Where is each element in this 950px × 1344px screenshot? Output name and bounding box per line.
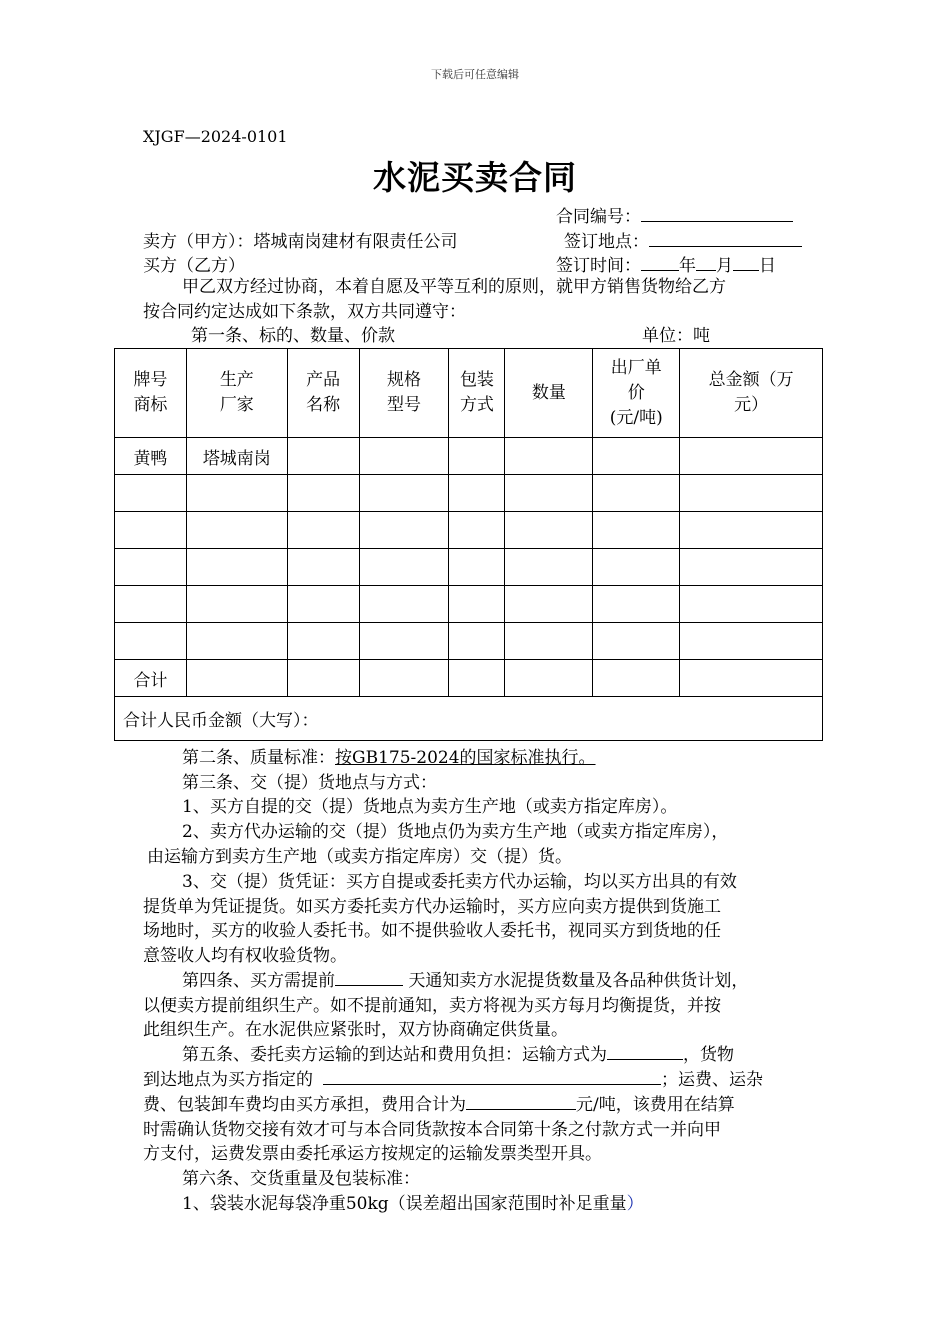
table-cell[interactable]	[115, 549, 187, 586]
article-3-item-3-line-2: 提货单为凭证提货。如买方委托卖方代办运输时，买方应向卖方提供到货施工	[143, 897, 721, 917]
table-cell[interactable]	[359, 475, 449, 512]
seller-line: 卖方（甲方）：塔城南岗建材有限责任公司	[143, 232, 458, 252]
table-cell[interactable]	[359, 549, 449, 586]
article-6-item-1-end: ）	[626, 1194, 644, 1214]
cell-brand[interactable]: 黄鸭	[115, 438, 187, 475]
transport-mode-blank[interactable]	[607, 1043, 683, 1060]
table-cell[interactable]	[186, 660, 287, 697]
article-2-prefix: 第二条、质量标准：	[182, 748, 335, 768]
header-product-name: 产品 名称	[287, 349, 359, 438]
article-5-prefix: 第五条、委托卖方运输的到达站和费用负担：运输方式为	[182, 1045, 607, 1065]
table-cell[interactable]	[505, 586, 593, 623]
article-6-heading: 第六条、交货重量及包装标准：	[182, 1169, 420, 1189]
article-5-line-4: 时需确认货物交接有效才可与本合同货款按本合同第十条之付款方式一并向甲	[143, 1120, 721, 1140]
table-row	[115, 586, 823, 623]
article-5-line-3	[143, 1093, 735, 1118]
sign-place-label: 签订地点：	[564, 232, 649, 252]
table-cell[interactable]	[186, 586, 287, 623]
table-cell[interactable]	[593, 623, 680, 660]
table-cell[interactable]	[593, 660, 680, 697]
table-header-row	[115, 349, 823, 438]
article-5-line-2-prefix: 到达地点为买方指定的	[143, 1070, 313, 1090]
header-spec-model: 规格 型号	[359, 349, 449, 438]
article-5-line-1-suffix: ，货物	[683, 1045, 734, 1065]
contract-code: XJGF—2024-0101	[143, 127, 288, 146]
table-cell[interactable]	[359, 623, 449, 660]
table-cell[interactable]	[680, 512, 823, 549]
table-cell[interactable]	[449, 623, 505, 660]
article-3-item-3-line-3: 场地时，买方的收验人委托书。如不提供验收人委托书，视同买方到货地的任	[143, 921, 721, 941]
buyer-line: 买方（乙方）	[143, 256, 245, 276]
header-total-amount: 总金额（万 元）	[680, 349, 823, 438]
table-cell[interactable]	[115, 512, 187, 549]
header-manufacturer: 生产 厂家	[186, 349, 287, 438]
article-5-line-5: 方支付，运费发票由委托承运方按规定的运输发票类型开具。	[143, 1144, 602, 1164]
total-label: 合计	[115, 660, 187, 697]
cell-manufacturer[interactable]: 塔城南岗	[186, 438, 287, 475]
article-2-standard: 按GB175-2024的国家标准执行。	[335, 748, 596, 768]
sign-time-label: 签订时间：	[556, 256, 641, 276]
article-3-item-3-line-4: 意签收人均有权收验货物。	[143, 946, 347, 966]
header-quantity: 数量	[505, 349, 593, 438]
table-cell[interactable]	[287, 512, 359, 549]
rmb-total-row	[115, 697, 823, 741]
table-row	[115, 549, 823, 586]
table-cell[interactable]	[505, 475, 593, 512]
table-total-row	[115, 660, 823, 697]
cell-product-name[interactable]	[287, 438, 359, 475]
article-3-item-3-line-1: 3、交（提）货凭证：买方自提或委托卖方代办运输，均以买方出具的有效	[182, 872, 737, 892]
table-cell[interactable]	[505, 512, 593, 549]
destination-blank[interactable]	[323, 1068, 661, 1085]
month-label: 月	[716, 256, 733, 276]
header-packaging: 包装 方式	[449, 349, 505, 438]
contract-no-blank	[641, 205, 793, 222]
table-cell[interactable]	[186, 623, 287, 660]
table-cell[interactable]	[359, 512, 449, 549]
article-5-line-2-suffix: ；运费、运杂	[661, 1070, 763, 1090]
table-cell[interactable]	[115, 475, 187, 512]
day-label: 日	[759, 256, 776, 276]
table-cell[interactable]	[359, 586, 449, 623]
article-5-line-1	[182, 1043, 734, 1068]
page-title: 水泥买卖合同	[373, 158, 577, 197]
table-cell[interactable]	[359, 660, 449, 697]
article-5-line-2	[143, 1068, 763, 1093]
table-cell[interactable]	[449, 512, 505, 549]
table-row	[115, 438, 823, 475]
article-3-item-2-line-1: 2、卖方代办运输的交（提）货地点仍为卖方生产地（或卖方指定库房），	[182, 822, 729, 842]
cell-spec-model[interactable]	[359, 438, 449, 475]
table-cell[interactable]	[680, 549, 823, 586]
table-cell[interactable]	[287, 586, 359, 623]
article-1-heading: 第一条、标的、数量、价款	[191, 326, 395, 346]
cell-packaging[interactable]	[449, 438, 505, 475]
table-cell[interactable]	[287, 660, 359, 697]
notice-days-blank[interactable]	[335, 969, 403, 986]
watermark-text: 下载后可任意编辑	[431, 68, 519, 81]
table-cell[interactable]	[505, 549, 593, 586]
article-3-item-2-line-2: 由运输方到卖方生产地（或卖方指定库房）交（提）货。	[147, 847, 572, 867]
article-4-suffix: 天通知卖方水泥提货数量及各品种供货计划，	[403, 971, 749, 991]
article-4-prefix: 第四条、买方需提前	[182, 971, 335, 991]
article-6-item-1-text: 1、袋装水泥每袋净重50kg（误差超出国家范围时补足重量	[182, 1194, 627, 1214]
table-cell[interactable]	[186, 549, 287, 586]
intro-line-2: 按合同约定达成如下条款，双方共同遵守：	[143, 302, 466, 322]
table-cell[interactable]	[680, 475, 823, 512]
article-4-line-2: 以便卖方提前组织生产。如不提前通知，卖方将视为买方每月均衡提货，并按	[143, 996, 721, 1016]
rmb-total-label[interactable]: 合计人民币金额（大写）：	[115, 697, 823, 741]
table-cell[interactable]	[115, 586, 187, 623]
contract-no-row	[556, 202, 793, 227]
cell-unit-price[interactable]	[593, 438, 680, 475]
table-cell[interactable]	[593, 549, 680, 586]
table-cell[interactable]	[449, 475, 505, 512]
table-cell[interactable]	[287, 623, 359, 660]
goods-table	[114, 348, 823, 741]
table-cell[interactable]	[186, 512, 287, 549]
article-5-line-3-suffix: 元/吨，该费用在结算	[576, 1095, 735, 1115]
table-cell[interactable]	[680, 586, 823, 623]
table-cell[interactable]	[593, 475, 680, 512]
table-cell[interactable]	[593, 586, 680, 623]
article-3-heading: 第三条、交（提）货地点与方式：	[182, 773, 437, 793]
year-blank	[641, 254, 679, 271]
table-cell[interactable]	[115, 623, 187, 660]
table-cell[interactable]	[680, 623, 823, 660]
table-cell[interactable]	[449, 549, 505, 586]
sign-time-row	[556, 251, 776, 276]
article-3-item-1: 1、买方自提的交（提）货地点为卖方生产地（或卖方指定库房）。	[182, 797, 678, 817]
article-2	[182, 746, 596, 771]
unit-label: 单位：吨	[642, 326, 710, 346]
table-cell[interactable]	[680, 660, 823, 697]
table-cell[interactable]	[449, 586, 505, 623]
month-blank	[696, 254, 716, 271]
table-cell[interactable]	[505, 623, 593, 660]
day-blank	[733, 254, 759, 271]
table-cell[interactable]	[186, 475, 287, 512]
table-row	[115, 512, 823, 549]
cell-quantity[interactable]	[505, 438, 593, 475]
year-label: 年	[679, 256, 696, 276]
fee-total-blank[interactable]	[466, 1093, 576, 1110]
table-cell[interactable]	[287, 475, 359, 512]
table-cell[interactable]	[449, 660, 505, 697]
article-4-line-1	[182, 969, 748, 994]
intro-line-1: 甲乙双方经过协商，本着自愿及平等互利的原则，就甲方销售货物给乙方	[182, 277, 726, 297]
article-6-item-1	[182, 1192, 644, 1217]
header-brand: 牌号 商标	[115, 349, 187, 438]
table-cell[interactable]	[593, 512, 680, 549]
cell-total-amount[interactable]	[680, 438, 823, 475]
header-unit-price: 出厂单 价 (元/吨)	[593, 349, 680, 438]
article-5-line-3-prefix: 费、包装卸车费均由买方承担，费用合计为	[143, 1095, 466, 1115]
table-row	[115, 623, 823, 660]
table-cell[interactable]	[505, 660, 593, 697]
contract-no-label: 合同编号：	[556, 207, 641, 227]
table-cell[interactable]	[287, 549, 359, 586]
article-4-line-3: 此组织生产。在水泥供应紧张时，双方协商确定供货量。	[143, 1020, 568, 1040]
sign-place-blank	[649, 230, 802, 247]
sign-place-row	[564, 227, 802, 252]
table-row	[115, 475, 823, 512]
